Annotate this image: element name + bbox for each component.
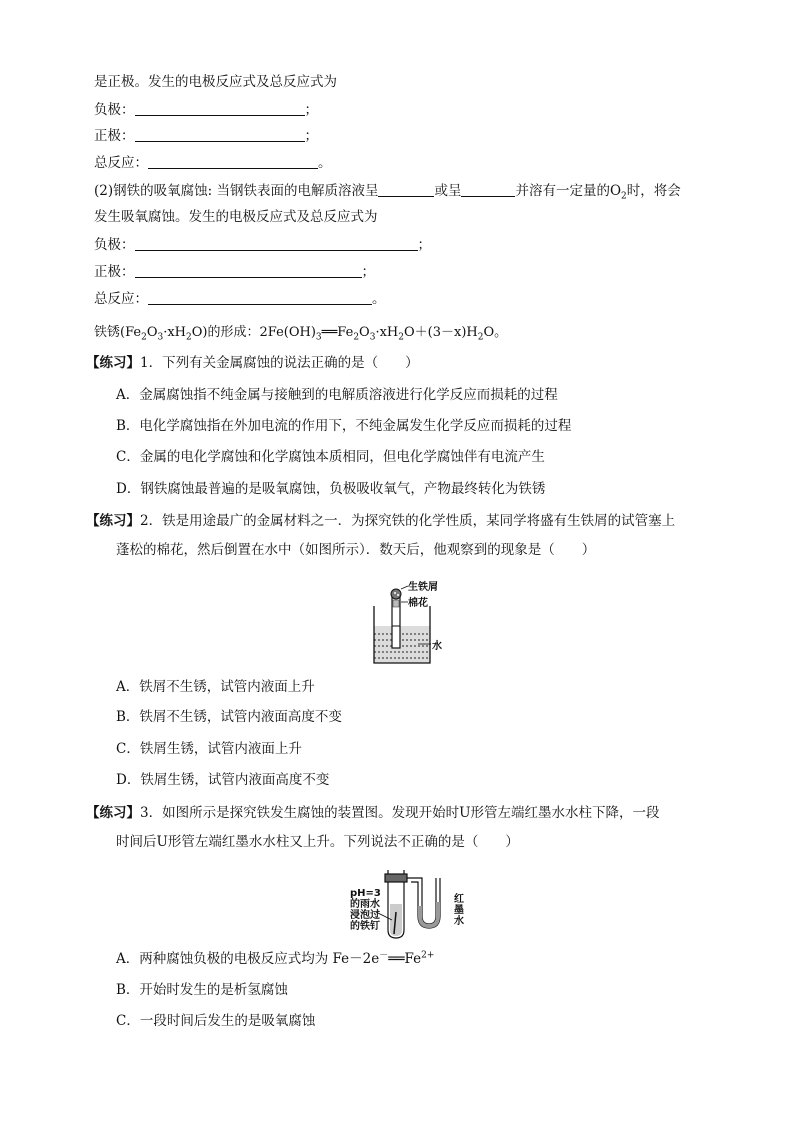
- subscript: 2: [186, 332, 192, 343]
- subscript: 2: [141, 332, 147, 343]
- option-text: A．两种腐蚀负极的电极反应式均为 Fe－2e: [116, 951, 380, 967]
- question-1-stem: [86, 353, 419, 373]
- soaked-label: 浸泡过: [350, 910, 380, 921]
- negative-label: 负极：: [94, 237, 135, 253]
- question-2-stem-2: 蓬松的棉花，然后倒置在水中（如图所示）．数天后，他观察到的现象是（ ）: [116, 542, 596, 558]
- answer-blank[interactable]: [461, 182, 515, 197]
- question-3-stem-2: 时间后U形管左端红墨水水柱又上升。下列说法不正确的是（ ）: [116, 834, 519, 850]
- q2-option-a[interactable]: A．铁屑不生锈，试管内液面上升: [116, 679, 315, 695]
- period: 。: [372, 291, 386, 307]
- oxygen-text-3: 并溶有一定量的O: [515, 183, 622, 199]
- q3-option-c[interactable]: C．一段时间后发生的是吸氧腐蚀: [116, 1013, 316, 1029]
- semicolon: ；: [304, 128, 318, 144]
- u-tube-figure: [336, 864, 476, 944]
- question-3-stem: [86, 803, 659, 823]
- red-label: 红: [454, 894, 464, 905]
- q1-option-b[interactable]: B．电化学腐蚀指在外加电流的作用下，不纯金属发生化学反应而损耗的过程: [116, 418, 572, 434]
- subscript: 3: [315, 332, 322, 343]
- oxygen-corrosion-line: [94, 181, 681, 201]
- positive-label: 正极：: [94, 264, 135, 280]
- q2-option-c[interactable]: C．铁屑生锈，试管内液面上升: [116, 741, 302, 757]
- negative-label: 负极：: [94, 102, 135, 118]
- answer-blank[interactable]: [135, 127, 305, 142]
- question-2-stem: [86, 511, 675, 531]
- iron-filings-figure: [368, 574, 448, 666]
- cotton: [393, 600, 399, 607]
- exercise-tag: 【练习】: [86, 805, 140, 821]
- ink-label: 墨: [454, 905, 464, 916]
- eq-text: O: [146, 325, 158, 340]
- question-text: 1．下列有关金属腐蚀的说法正确的是（ ）: [140, 355, 419, 371]
- subscript: 2: [398, 332, 404, 343]
- stopper: [385, 874, 407, 882]
- subscript: 3: [157, 332, 164, 343]
- q3-option-b[interactable]: B．开始时发生的是析氢腐蚀: [116, 982, 288, 998]
- cotton-label: 棉花: [408, 598, 428, 609]
- ph-label: pH=3: [350, 888, 381, 899]
- negative-electrode-row: [94, 235, 431, 255]
- positive-electrode-row: [94, 126, 318, 146]
- semicolon: ；: [361, 264, 375, 280]
- q2-option-b[interactable]: B．铁屑不生锈，试管内液面高度不变: [116, 709, 342, 725]
- period: 。: [318, 155, 332, 171]
- eq-text: ══Fe: [321, 325, 354, 340]
- subscript: 2: [477, 332, 484, 343]
- total-reaction-row: [94, 289, 386, 309]
- rust-formation-equation: [94, 323, 507, 343]
- exercise-tag: 【练习】: [86, 513, 140, 529]
- total-label: 总反应：: [94, 291, 148, 307]
- q1-option-a[interactable]: A．金属腐蚀指不纯金属与接触到的电解质溶液进行化学反应而损耗的过程: [116, 387, 558, 403]
- positive-electrode-row: [94, 262, 375, 282]
- q1-option-c[interactable]: C．金属的电化学腐蚀和化学腐蚀本质相同，但电化学腐蚀伴有电流产生: [116, 449, 545, 465]
- eq-text: 铁锈(Fe: [94, 325, 142, 340]
- rainwater-label: 的雨水: [350, 899, 380, 910]
- answer-blank[interactable]: [148, 154, 318, 169]
- q3-option-a[interactable]: [116, 949, 434, 969]
- semicolon: ；: [304, 102, 318, 118]
- water-fill: [374, 626, 430, 663]
- q2-option-d[interactable]: D．铁屑生锈，试管内液面高度不变: [116, 772, 330, 788]
- oxygen-text-4: 时，将会: [626, 183, 681, 199]
- answer-blank[interactable]: [135, 236, 418, 251]
- exercise-tag: 【练习】: [86, 355, 140, 371]
- answer-blank[interactable]: [135, 263, 362, 278]
- total-label: 总反应：: [94, 155, 148, 171]
- subscript: 3: [369, 332, 376, 343]
- subscript: 2: [621, 191, 627, 202]
- total-reaction-row: [94, 153, 332, 173]
- positive-label: 正极：: [94, 128, 135, 144]
- iron-filings: [391, 589, 401, 599]
- question-text: 2．铁是用途最广的金属材料之一．为探究铁的化学性质，某同学将盛有生铁屑的试管塞上: [140, 513, 676, 529]
- iron-filings-label: 生铁屑: [408, 582, 438, 593]
- superscript: －: [379, 950, 389, 961]
- superscript: 2+: [421, 950, 435, 961]
- eq-text: O＋(3－x)H: [404, 325, 478, 340]
- subscript: 2: [353, 332, 360, 343]
- oxygen-text-2: 或呈: [434, 183, 462, 199]
- water-label: 水: [454, 916, 464, 927]
- oxygen-corrosion-line-2: 发生吸氧腐蚀。发生的电极反应式及总反应式为: [94, 209, 378, 225]
- answer-blank[interactable]: [148, 290, 372, 305]
- answer-blank[interactable]: [135, 101, 305, 116]
- intro-line: 是正极。发生的电极反应式及总反应式为: [94, 74, 337, 90]
- question-text: 3．如图所示是探究铁发生腐蚀的装置图。发现开始时U形管左端红墨水水柱下降，一段: [140, 805, 660, 821]
- q1-option-d[interactable]: D．钢铁腐蚀最普遍的是吸氧腐蚀，负极吸收氧气，产物最终转化为铁锈: [116, 481, 546, 497]
- eq-text: O: [359, 325, 370, 340]
- semicolon: ；: [417, 237, 431, 253]
- iron-nail-label: 的铁钉: [350, 921, 380, 932]
- water-label: 水: [432, 641, 442, 652]
- eq-text: ·xH: [163, 325, 187, 340]
- option-text: ══Fe: [388, 951, 422, 967]
- eq-text: O。: [483, 325, 508, 340]
- red-ink: [418, 902, 440, 928]
- oxygen-text-1: (2)钢铁的吸氧腐蚀: 当钢铁表面的电解质溶液呈: [94, 183, 379, 199]
- negative-electrode-row: [94, 100, 318, 120]
- answer-blank[interactable]: [378, 182, 434, 197]
- eq-text: ·xH: [375, 325, 399, 340]
- eq-text: O)的形成：2Fe(OH): [191, 325, 316, 340]
